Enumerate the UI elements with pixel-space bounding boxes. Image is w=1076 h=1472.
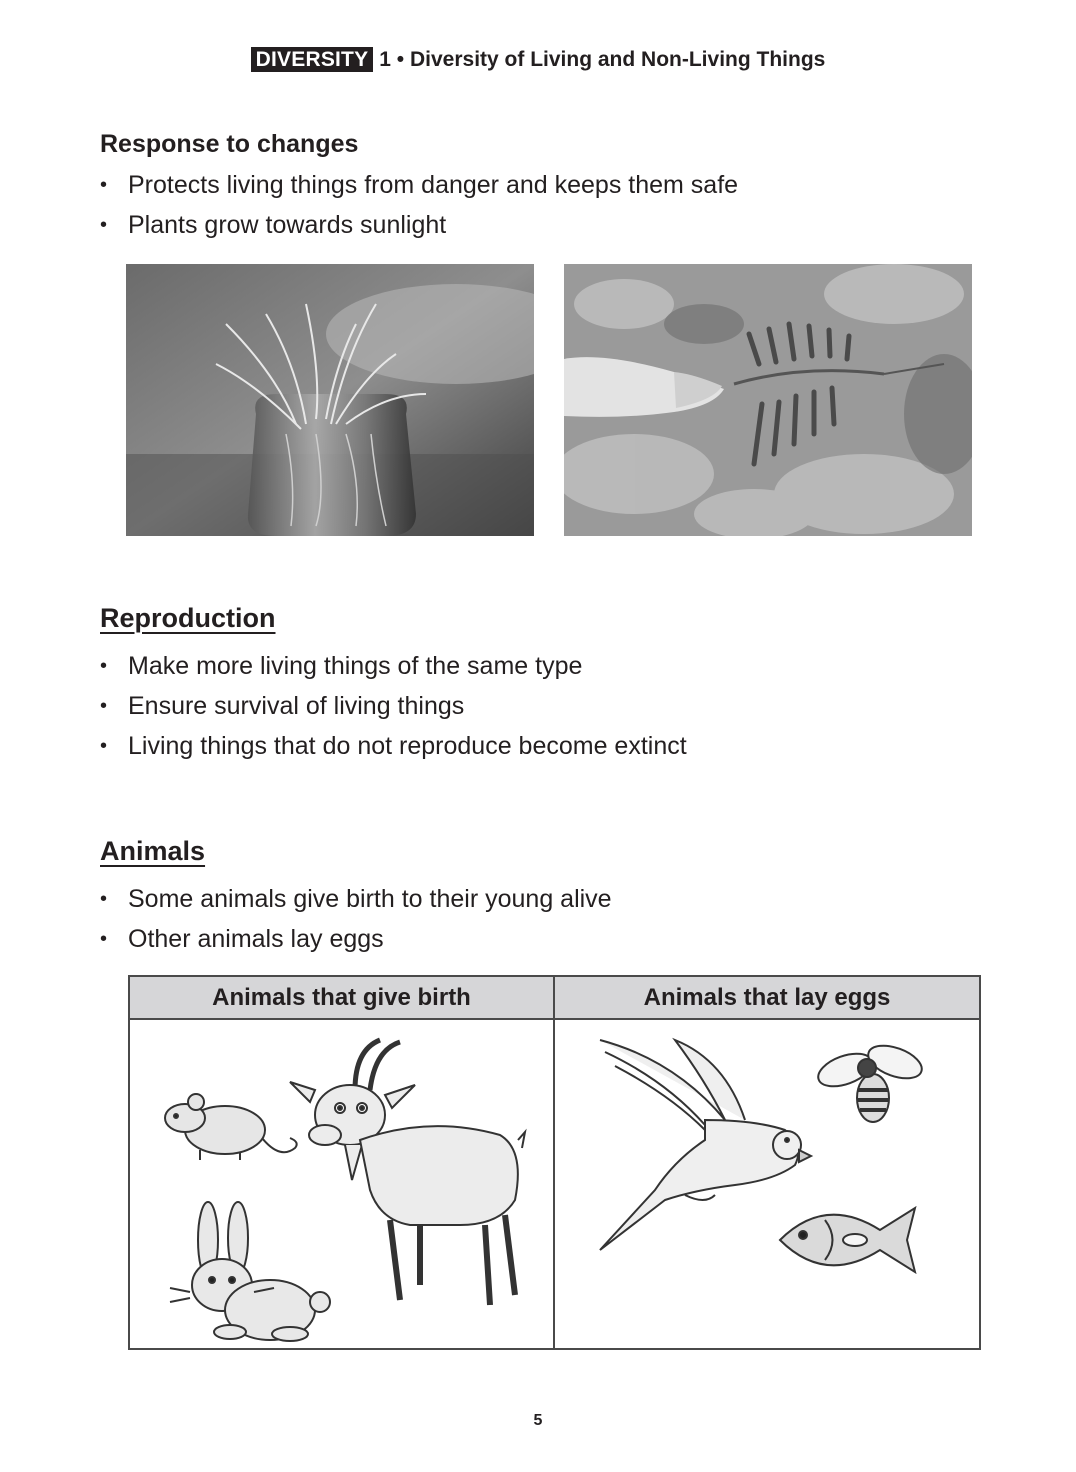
bird-icon [600,1040,811,1250]
lay-eggs-cell [554,1019,980,1349]
list-item: • Living things that do not reproduce become extinct [100,726,687,766]
list-item: • Ensure survival of living things [100,686,687,726]
list-item: • Other animals lay eggs [100,919,612,959]
table-row [129,1019,980,1349]
chapter-header [0,48,1076,72]
seedlings-in-jar-photo [126,264,534,536]
touch-me-not-plant-photo [564,264,972,536]
mouse-icon [165,1094,297,1160]
give-birth-cell [129,1019,554,1349]
goat-icon [290,1040,525,1305]
chapter-tag: DIVERSITY [251,47,374,72]
header-give-birth: Animals that give birth [129,976,554,1019]
reproduction-list [100,646,687,766]
bee-icon [814,1039,926,1122]
reproduction-heading: Reproduction [100,603,276,633]
animals-heading: Animals [100,836,206,866]
fish-icon [780,1208,915,1272]
response-heading: Response to changes [100,130,359,158]
list-item: • Some animals give birth to their young alive [100,879,612,919]
header-lay-eggs: Animals that lay eggs [554,976,980,1019]
list-item: • Plants grow towards sunlight [100,205,738,245]
animals-list [100,879,612,959]
table-header-row [129,976,980,1019]
rabbit-icon [170,1202,330,1341]
list-item: • Protects living things from danger and keeps them safe [100,165,738,205]
response-list [100,165,738,245]
chapter-title: 1 • Diversity of Living and Non-Living Things [379,48,826,71]
animals-table [128,975,981,1350]
list-item: • Make more living things of the same type [100,646,687,686]
page-number: 5 [533,1412,543,1429]
